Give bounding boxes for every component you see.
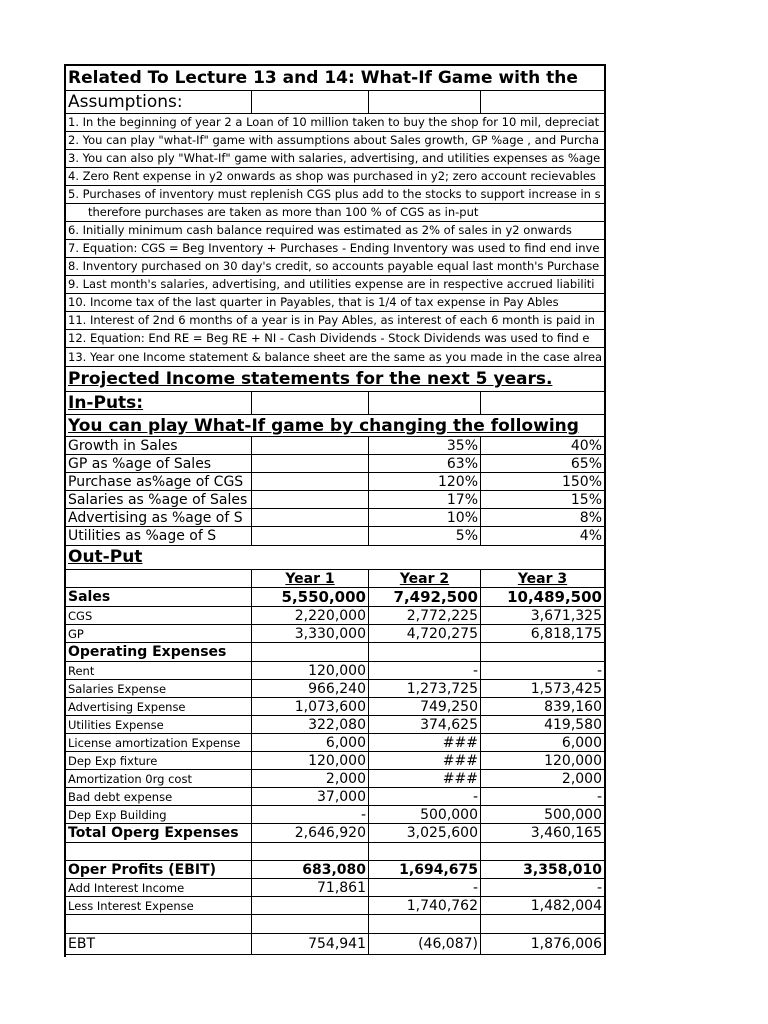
input-row	[66, 491, 606, 509]
total-opex-y1[interactable]: 2,646,920	[252, 824, 369, 842]
interest-expense-y3[interactable]: 1,482,004	[481, 897, 606, 914]
opex-heading-row	[66, 643, 606, 662]
expense-y1[interactable]: 2,000	[252, 770, 369, 787]
note[interactable]: 3. You can also ply "What-If" game with salaries, advertising, and utilities expenses as %age	[66, 150, 606, 167]
note[interactable]: 6. Initially minimum cash balance required was estimated as 2% of sales in y2 onwards	[66, 222, 606, 239]
note-row	[66, 114, 606, 132]
cell[interactable]	[369, 643, 481, 661]
note[interactable]: 4. Zero Rent expense in y2 onwards as shop was purchased in y2; zero account recievables	[66, 168, 606, 185]
sales-y1[interactable]: 5,550,000	[252, 588, 369, 606]
note[interactable]: 8. Inventory purchased on 30 day's credit, so accounts payable equal last month's Purchase	[66, 258, 606, 275]
expense-y1[interactable]: 966,240	[252, 680, 369, 697]
year-3-header[interactable]: Year 3	[481, 570, 606, 587]
ebt-row	[66, 934, 606, 955]
input-row	[66, 509, 606, 527]
expense-row	[66, 770, 606, 788]
input-y3[interactable]: 8%	[481, 509, 606, 526]
total-opex-label[interactable]: Total Operg Expenses	[66, 824, 252, 842]
input-label[interactable]: GP as %age of Sales	[66, 455, 252, 472]
cell[interactable]	[252, 392, 369, 414]
expense-y1[interactable]: -	[252, 806, 369, 823]
ebit-label[interactable]: Oper Profits (EBIT)	[66, 861, 252, 878]
assumptions-row	[66, 91, 606, 114]
interest-expense-row	[66, 897, 606, 915]
year-2-header[interactable]: Year 2	[369, 570, 481, 587]
ebit-y3[interactable]: 3,358,010	[481, 861, 606, 878]
cell[interactable]	[252, 91, 369, 113]
note-row	[66, 276, 606, 294]
expense-y1[interactable]: 322,080	[252, 716, 369, 733]
input-row	[66, 437, 606, 455]
title-row	[66, 66, 606, 91]
assumptions-label[interactable]: Assumptions:	[66, 91, 252, 113]
expense-row	[66, 734, 606, 752]
expense-label[interactable]: Advertising Expense	[66, 698, 252, 715]
ebit-row	[66, 861, 606, 879]
note-row	[66, 132, 606, 150]
cgs-y3[interactable]: 3,671,325	[481, 607, 606, 624]
expense-row	[66, 716, 606, 734]
expense-y3[interactable]: 6,000	[481, 734, 606, 751]
expense-label[interactable]: Utilities Expense	[66, 716, 252, 733]
interest-income-label[interactable]: Add Interest Income	[66, 879, 252, 896]
input-y2[interactable]: 63%	[369, 455, 481, 472]
input-label[interactable]: Utilities as %age of S	[66, 527, 252, 545]
blank-row	[66, 915, 606, 934]
inputs-heading-row	[66, 392, 606, 415]
sales-row	[66, 588, 606, 607]
input-y1[interactable]	[252, 491, 369, 508]
input-label[interactable]: Purchase as%age of CGS	[66, 473, 252, 490]
interest-expense-y1[interactable]	[252, 897, 369, 914]
input-y2[interactable]: 17%	[369, 491, 481, 508]
note-row	[66, 258, 606, 276]
input-y1[interactable]	[252, 473, 369, 490]
cell[interactable]	[66, 915, 252, 933]
inputs-heading[interactable]: In-Puts:	[66, 392, 252, 414]
expense-y3[interactable]: 1,573,425	[481, 680, 606, 697]
cgs-row	[66, 607, 606, 625]
expense-y3[interactable]: 419,580	[481, 716, 606, 733]
input-y1[interactable]	[252, 527, 369, 545]
input-y1[interactable]	[252, 437, 369, 454]
input-y3[interactable]: 15%	[481, 491, 606, 508]
cell[interactable]	[66, 843, 252, 860]
note-row	[66, 204, 606, 222]
cell[interactable]	[369, 392, 481, 414]
expense-y3[interactable]: 839,160	[481, 698, 606, 715]
input-y3[interactable]: 65%	[481, 455, 606, 472]
interest-expense-y2[interactable]: 1,740,762	[369, 897, 481, 914]
expense-y1[interactable]: 6,000	[252, 734, 369, 751]
total-opex-row	[66, 824, 606, 843]
expense-y3[interactable]: -	[481, 662, 606, 679]
input-y1[interactable]	[252, 455, 369, 472]
note-row	[66, 150, 606, 168]
interest-income-y2[interactable]: -	[369, 879, 481, 896]
expense-y2[interactable]: ###	[369, 734, 481, 751]
opex-heading[interactable]: Operating Expenses	[66, 643, 252, 661]
input-y1[interactable]	[252, 509, 369, 526]
expense-row	[66, 680, 606, 698]
expense-y3[interactable]: 120,000	[481, 752, 606, 769]
expense-y2[interactable]: -	[369, 662, 481, 679]
interest-expense-label[interactable]: Less Interest Expense	[66, 897, 252, 914]
sales-label[interactable]: Sales	[66, 588, 252, 606]
expense-label[interactable]: Dep Exp Building	[66, 806, 252, 823]
expense-row	[66, 752, 606, 770]
cell[interactable]	[481, 915, 606, 933]
expense-label[interactable]: Rent	[66, 662, 252, 679]
sheet-title[interactable]: Related To Lecture 13 and 14: What-If Game with the	[66, 66, 606, 90]
input-y2[interactable]: 35%	[369, 437, 481, 454]
note[interactable]: 11. Interest of 2nd 6 months of a year is in Pay Ables, as interest of each 6 month is paid in	[66, 312, 606, 329]
total-opex-y3[interactable]: 3,460,165	[481, 824, 606, 842]
note[interactable]: 10. Income tax of the last quarter in Payables, that is 1/4 of tax expense in Pay Ables	[66, 294, 606, 311]
expense-y2[interactable]: 374,625	[369, 716, 481, 733]
input-y2[interactable]: 10%	[369, 509, 481, 526]
input-row	[66, 527, 606, 546]
note[interactable]: 1. In the beginning of year 2 a Loan of 10 million taken to buy the shop for 10 mil, depreciat	[66, 114, 606, 131]
cell[interactable]	[252, 915, 369, 933]
note-row	[66, 348, 606, 367]
expense-label[interactable]: Amortization 0rg cost	[66, 770, 252, 787]
note-row	[66, 168, 606, 186]
sales-y2[interactable]: 7,492,500	[369, 588, 481, 606]
ebt-y3[interactable]: 1,876,006	[481, 934, 606, 954]
expense-y3[interactable]: 500,000	[481, 806, 606, 823]
note-row	[66, 222, 606, 240]
input-y3[interactable]: 150%	[481, 473, 606, 490]
note-row	[66, 294, 606, 312]
expense-label[interactable]: License amortization Expense	[66, 734, 252, 751]
cell[interactable]	[66, 570, 252, 587]
cgs-y1[interactable]: 2,220,000	[252, 607, 369, 624]
expense-y2[interactable]: 500,000	[369, 806, 481, 823]
output-heading-row	[66, 546, 606, 570]
input-y2[interactable]: 120%	[369, 473, 481, 490]
expense-y2[interactable]: 749,250	[369, 698, 481, 715]
expense-y1[interactable]: 120,000	[252, 662, 369, 679]
note[interactable]: 9. Last month's salaries, advertising, and utilities expense are in respective accrued liabiliti	[66, 276, 606, 293]
expense-label[interactable]: Salaries Expense	[66, 680, 252, 697]
input-y3[interactable]: 40%	[481, 437, 606, 454]
cell[interactable]	[481, 91, 606, 113]
year-header-row	[66, 570, 606, 588]
projected-heading[interactable]: Projected Income statements for the next 5 years.	[66, 367, 606, 391]
gp-y2[interactable]: 4,720,275	[369, 625, 481, 642]
interest-income-y1[interactable]: 71,861	[252, 879, 369, 896]
projected-row	[66, 367, 606, 392]
note[interactable]: therefore purchases are taken as more than 100 % of CGS as in-put	[66, 204, 606, 221]
gp-y1[interactable]: 3,330,000	[252, 625, 369, 642]
expense-label[interactable]: Bad debt expense	[66, 788, 252, 805]
expense-label[interactable]: Dep Exp fixture	[66, 752, 252, 769]
note[interactable]: 12. Equation: End RE = Beg RE + NI - Cash Dividends - Stock Dividends was used to find e	[66, 330, 606, 347]
input-row	[66, 473, 606, 491]
whatif-heading[interactable]: You can play What-If game by changing the following	[66, 415, 606, 436]
expense-y2[interactable]: ###	[369, 770, 481, 787]
blank-row	[66, 843, 606, 861]
expense-y1[interactable]: 37,000	[252, 788, 369, 805]
input-label[interactable]: Advertising as %age of S	[66, 509, 252, 526]
sales-y3[interactable]: 10,489,500	[481, 588, 606, 606]
expense-row	[66, 662, 606, 680]
input-y3[interactable]: 4%	[481, 527, 606, 545]
gp-label[interactable]: GP	[66, 625, 252, 642]
expense-y2[interactable]: ###	[369, 752, 481, 769]
cgs-y2[interactable]: 2,772,225	[369, 607, 481, 624]
expense-row	[66, 788, 606, 806]
input-row	[66, 455, 606, 473]
note-row	[66, 186, 606, 204]
note[interactable]: 5. Purchases of inventory must replenish CGS plus add to the stocks to support increase in s	[66, 186, 606, 203]
gp-y3[interactable]: 6,818,175	[481, 625, 606, 642]
ebt-label[interactable]: EBT	[66, 934, 252, 954]
expense-row	[66, 806, 606, 824]
input-label[interactable]: Growth in Sales	[66, 437, 252, 454]
expense-y1[interactable]: 1,073,600	[252, 698, 369, 715]
expense-y2[interactable]: 1,273,725	[369, 680, 481, 697]
cell[interactable]	[481, 843, 606, 860]
expense-row	[66, 698, 606, 716]
note[interactable]: 13. Year one Income statement & balance sheet are the same as you made in the case alrea	[66, 348, 606, 366]
expense-y3[interactable]: 2,000	[481, 770, 606, 787]
expense-y1[interactable]: 120,000	[252, 752, 369, 769]
cell[interactable]	[481, 643, 606, 661]
ebit-y1[interactable]: 683,080	[252, 861, 369, 878]
cell[interactable]	[252, 643, 369, 661]
interest-income-row	[66, 879, 606, 897]
note[interactable]: 7. Equation: CGS = Beg Inventory + Purchases - Ending Inventory was used to find end inve	[66, 240, 606, 257]
expense-y3[interactable]: -	[481, 788, 606, 805]
whatif-row	[66, 415, 606, 437]
ebt-y2[interactable]: (46,087)	[369, 934, 481, 954]
cgs-label[interactable]: CGS	[66, 607, 252, 624]
cell[interactable]	[369, 843, 481, 860]
output-heading[interactable]: Out-Put	[66, 546, 606, 569]
cell[interactable]	[252, 843, 369, 860]
ebt-y1[interactable]: 754,941	[252, 934, 369, 954]
input-y2[interactable]: 5%	[369, 527, 481, 545]
cell[interactable]	[369, 91, 481, 113]
input-label[interactable]: Salaries as %age of Sales	[66, 491, 252, 508]
gp-row	[66, 625, 606, 643]
note-row	[66, 312, 606, 330]
cell[interactable]	[369, 915, 481, 933]
spreadsheet	[64, 64, 606, 957]
interest-income-y3[interactable]: -	[481, 879, 606, 896]
year-1-header[interactable]: Year 1	[252, 570, 369, 587]
expense-y2[interactable]: -	[369, 788, 481, 805]
total-opex-y2[interactable]: 3,025,600	[369, 824, 481, 842]
cell[interactable]	[481, 392, 606, 414]
note[interactable]: 2. You can play "what-If" game with assumptions about Sales growth, GP %age , and Purcha	[66, 132, 606, 149]
note-row	[66, 330, 606, 348]
ebit-y2[interactable]: 1,694,675	[369, 861, 481, 878]
note-row	[66, 240, 606, 258]
